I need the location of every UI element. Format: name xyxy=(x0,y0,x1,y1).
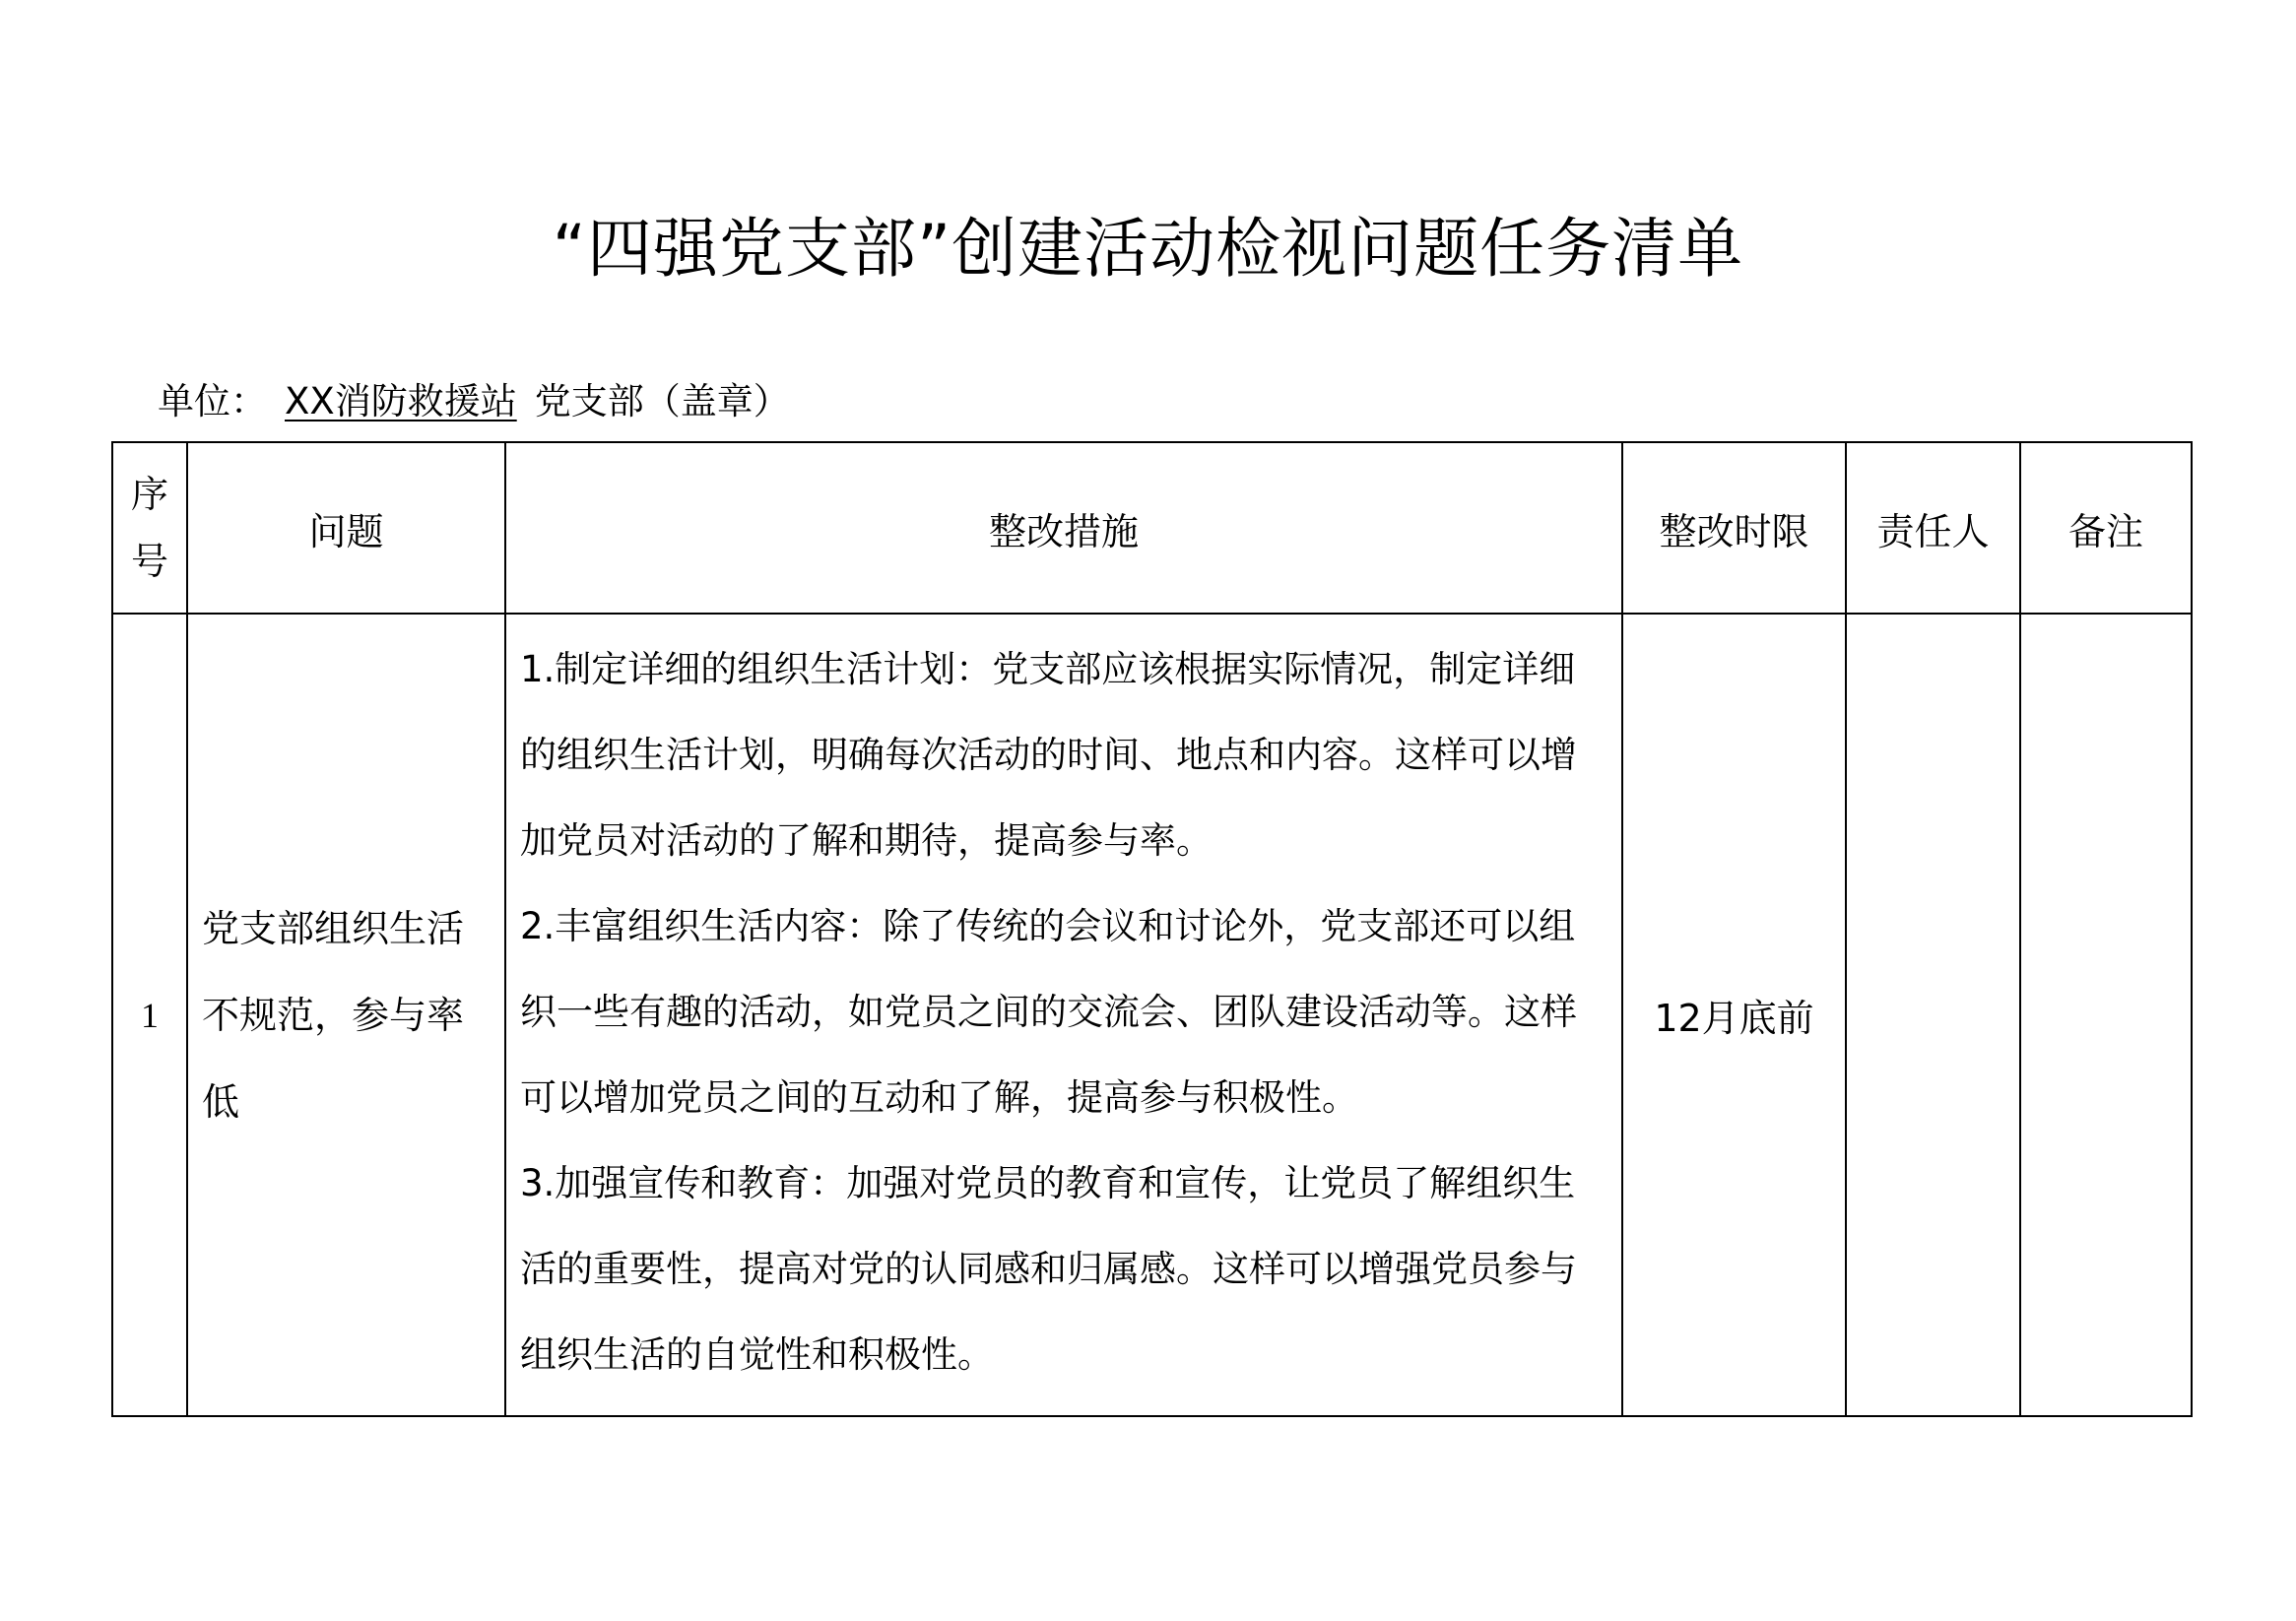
unit-value: XX消防救援站 xyxy=(285,380,517,422)
header-seq-line2: 号 xyxy=(130,540,168,583)
header-measures: 整改措施 xyxy=(505,442,1622,614)
table-row xyxy=(112,614,2192,1416)
header-seq xyxy=(112,442,187,614)
row-problem: 党支部组织生活不规范，参与率低 xyxy=(187,614,505,1416)
header-responsible: 责任人 xyxy=(1846,442,2020,614)
task-table xyxy=(111,441,2193,1417)
measure-item-2: 2.丰富组织生活内容：除了传统的会议和讨论外，党支部还可以组织一些有趣的活动，如党员之间的交流会、团队建设活动等。这样可以增加党员之间的互动和了解，提高参与积极性。 xyxy=(520,905,1577,1119)
header-problem: 问题 xyxy=(187,442,505,614)
unit-suffix: 党支部（盖章） xyxy=(534,380,790,422)
header-seq-line1: 序 xyxy=(130,473,168,516)
unit-line xyxy=(158,372,790,431)
unit-label: 单位： xyxy=(158,380,267,422)
header-remarks: 备注 xyxy=(2020,442,2192,614)
row-remarks xyxy=(2020,614,2192,1416)
measure-item-3: 3.加强宣传和教育：加强对党员的教育和宣传，让党员了解组织生活的重要性，提高对党的认同感和归属感。这样可以增强党员参与组织生活的自觉性和积极性。 xyxy=(520,1162,1577,1376)
header-deadline: 整改时限 xyxy=(1622,442,1846,614)
row-deadline: 12月底前 xyxy=(1622,614,1846,1416)
measure-item-1: 1.制定详细的组织生活计划：党支部应该根据实际情况，制定详细的组织生活计划，明确每次活动的时间、地点和内容。这样可以增加党员对活动的了解和期待，提高参与率。 xyxy=(520,648,1577,862)
row-responsible xyxy=(1846,614,2020,1416)
row-seq: 1 xyxy=(112,614,187,1416)
row-measures xyxy=(505,614,1622,1416)
document-title: “四强党支部”创建活动检视问题任务清单 xyxy=(552,211,1744,287)
table-header-row xyxy=(112,442,2192,614)
